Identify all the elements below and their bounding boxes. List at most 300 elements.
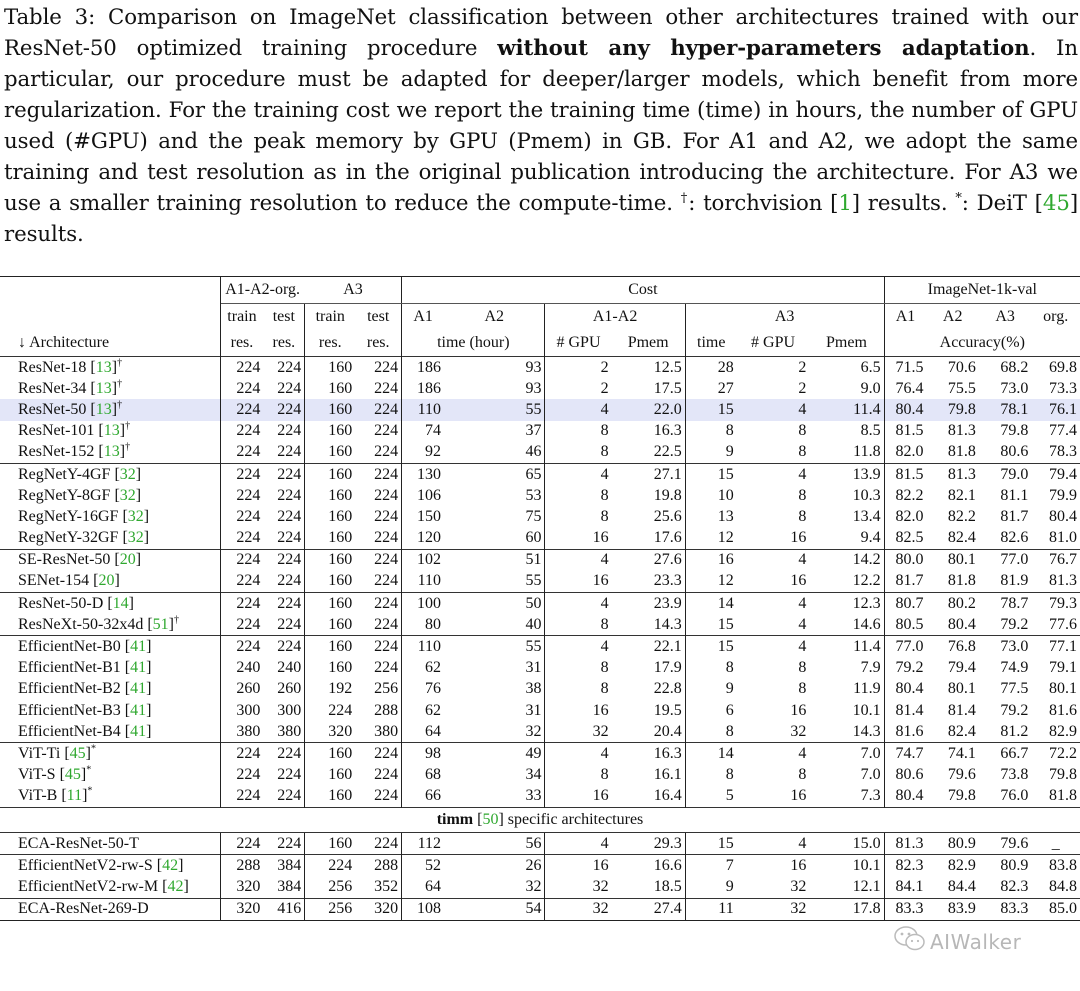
citation-link[interactable]: 13 — [95, 379, 112, 397]
watermark-text: AIWalker — [930, 930, 1022, 954]
table-cell: 160 — [328, 659, 353, 677]
table-cell: 8 — [600, 680, 609, 698]
citation-link[interactable]: 32 — [127, 529, 144, 547]
table-cell: 4 — [737, 549, 810, 571]
table-cell: 12 — [717, 529, 734, 547]
table-cell: 76.0 — [1000, 787, 1029, 805]
table-cell: 9.4 — [809, 528, 884, 550]
header-row-2 — [0, 304, 1080, 331]
table-cell: 80.6 — [895, 766, 924, 784]
table-cell: 16 — [737, 855, 810, 877]
section-title — [0, 807, 1080, 832]
table-cell: 15 — [685, 399, 736, 420]
table-cell: 77.0 — [884, 636, 926, 658]
table-cell: 160 — [328, 507, 353, 525]
table-cell: 12.5 — [612, 357, 686, 379]
table-row — [0, 786, 1080, 808]
table-cell: 82.6 — [1000, 529, 1029, 547]
table-cell: 80.9 — [947, 834, 976, 852]
table-cell: 31 — [444, 658, 545, 679]
caption-deit-end: ] results. — [4, 191, 1079, 247]
table-cell: 160 — [328, 572, 353, 590]
table-cell: 81.2 — [1000, 722, 1029, 740]
architecture-label: EfficientNet-B4 [ — [18, 722, 131, 740]
table-cell: 55 — [444, 399, 545, 420]
header-row-3 — [0, 330, 1080, 357]
table-row — [0, 636, 1080, 658]
table-cell: 224 — [355, 786, 401, 808]
table-cell: 73.0 — [1000, 379, 1029, 397]
table-cell: 78.7 — [979, 593, 1031, 615]
table-cell: 256 — [328, 877, 353, 895]
architecture-label: ViT-B [ — [18, 787, 67, 805]
table-cell: 93 — [444, 357, 545, 379]
watermark-logo — [893, 924, 927, 954]
source-mark: † — [117, 357, 123, 369]
table-cell: 8 — [600, 659, 609, 677]
header-time-hour: time (hour) — [402, 330, 545, 357]
table-cell: 384 — [263, 855, 304, 877]
table-cell: 10.3 — [809, 485, 884, 506]
architecture-label: ResNet-50 [ — [18, 400, 96, 418]
table-cell: 160 — [328, 379, 353, 397]
table-cell: _ — [1051, 834, 1060, 852]
header-imagenet: ImageNet-1k-val — [884, 277, 1080, 304]
table-cell: 14.6 — [809, 614, 884, 636]
table-cell: 224 — [355, 593, 401, 615]
citation-link[interactable]: 32 — [119, 486, 136, 504]
table-cell: 81.8 — [947, 572, 976, 590]
citation-bracket: ] — [85, 744, 91, 762]
architecture-name — [0, 765, 220, 786]
table-row — [0, 855, 1080, 877]
table-cell: 10 — [717, 486, 734, 504]
table-cell: 7 — [685, 855, 736, 877]
table-cell: 76 — [425, 680, 442, 698]
table-cell: 80.7 — [884, 593, 926, 615]
table-cell: 224 — [355, 378, 401, 399]
table-cell: 224 — [220, 399, 263, 420]
citation-link[interactable]: 41 — [130, 722, 147, 740]
table-cell: 192 — [328, 680, 353, 698]
table-cell: 224 — [220, 549, 263, 571]
citation-link[interactable]: 41 — [130, 680, 147, 698]
table-cell: 8 — [725, 659, 734, 677]
citation-link[interactable]: 14 — [112, 594, 129, 612]
table-cell: 80 — [425, 615, 442, 633]
citation-link[interactable]: 11 — [66, 787, 83, 805]
table-cell: 288 — [355, 700, 401, 721]
citation-link[interactable]: 41 — [130, 638, 147, 656]
table-cell: 83.3 — [979, 898, 1031, 920]
table-cell: 65 — [444, 463, 545, 485]
table-cell: 14 — [685, 593, 736, 615]
table-row — [0, 528, 1080, 550]
table-cell: 75 — [444, 506, 545, 527]
table-cell: 108 — [402, 898, 444, 920]
table-cell: 11.4 — [809, 399, 884, 420]
table-cell: 50 — [444, 593, 545, 615]
table-cell: 13.9 — [809, 463, 884, 485]
citation-link[interactable]: 45 — [69, 744, 86, 762]
table-cell: 224 — [355, 549, 401, 571]
table-cell: 79.4 — [947, 659, 976, 677]
table-cell: 224 — [220, 463, 263, 485]
citation-bracket: ] — [143, 507, 150, 525]
architecture-label: SENet-154 [ — [18, 572, 99, 590]
table-cell: 27.1 — [612, 463, 686, 485]
table-cell: 224 — [305, 855, 355, 877]
table-cell: 4 — [737, 743, 810, 765]
citation-bracket: ] — [119, 422, 126, 440]
table-cell: 224 — [236, 507, 261, 525]
table-cell: 224 — [355, 636, 401, 658]
table-cell: 98 — [402, 743, 444, 765]
table-cell: 224 — [355, 485, 401, 506]
architecture-name — [0, 549, 220, 571]
table-cell: 320 — [220, 898, 263, 920]
architecture-label: ResNet-50-D [ — [18, 594, 113, 612]
table-cell: 79.8 — [1049, 766, 1077, 784]
table-row — [0, 898, 1080, 920]
citation-link[interactable]: 51 — [152, 615, 169, 633]
table-cell: 224 — [263, 357, 304, 379]
architecture-name — [0, 528, 220, 550]
caption-deit: : DeiT [ — [961, 191, 1043, 216]
table-cell: 27.6 — [612, 549, 686, 571]
table-cell: 81.6 — [895, 722, 924, 740]
table-cell: 160 — [305, 743, 355, 765]
table-cell: 8 — [600, 422, 609, 440]
table-cell: 11.9 — [809, 679, 884, 700]
table-row — [0, 399, 1080, 420]
table-cell: 73.3 — [1049, 379, 1077, 397]
table-cell: 40 — [444, 614, 545, 636]
table-cell: 37 — [444, 421, 545, 442]
table-cell: 224 — [355, 506, 401, 527]
table-cell: 81.3 — [1049, 572, 1077, 590]
architecture-label: ViT-Ti [ — [18, 744, 70, 762]
architecture-label: RegNetY-4GF [ — [18, 465, 120, 483]
architecture-label: SE-ResNet-50 [ — [18, 551, 120, 569]
citation-link[interactable]: 32 — [127, 507, 144, 525]
caption-ref-link[interactable]: 45 — [1042, 191, 1070, 216]
table-cell: 82.5 — [895, 529, 924, 547]
table-cell: 9 — [725, 680, 734, 698]
architecture-name — [0, 786, 220, 808]
citation-link[interactable]: 45 — [64, 766, 81, 784]
table-cell: 14.3 — [809, 721, 884, 743]
table-cell: 102 — [402, 549, 444, 571]
table-cell: 224 — [263, 832, 304, 854]
header-train: train — [227, 308, 257, 325]
table-cell: 26 — [444, 855, 545, 877]
header-train: train — [315, 308, 345, 325]
table-cell: 16.4 — [612, 786, 686, 808]
table-cell: 54 — [444, 898, 545, 920]
table-cell: 12.1 — [809, 876, 884, 898]
citation-link[interactable]: 20 — [98, 572, 115, 590]
table-cell: 224 — [263, 786, 304, 808]
table-row — [0, 679, 1080, 700]
source-mark: * — [90, 743, 96, 755]
table-cell: 80.4 — [1049, 507, 1077, 525]
architecture-name — [0, 593, 220, 615]
architecture-label: RegNetY-16GF [ — [18, 507, 128, 525]
table-cell: 12 — [717, 572, 734, 590]
table-cell: 224 — [236, 787, 261, 805]
table-cell: 77.1 — [1031, 636, 1080, 658]
architecture-label: RegNetY-32GF [ — [18, 529, 128, 547]
table-cell: 256 — [305, 898, 355, 920]
table-cell: 9.0 — [809, 378, 884, 399]
table-cell: 320 — [328, 722, 353, 740]
table-cell: 64 — [425, 722, 442, 740]
architecture-name — [0, 636, 220, 658]
table-cell: 224 — [220, 743, 263, 765]
citation-link[interactable]: 42 — [162, 856, 179, 874]
caption-tv: : torchvision [ — [688, 191, 839, 216]
citation-bracket: ] — [146, 638, 152, 656]
header-org: org. — [1043, 308, 1069, 325]
table-cell: 120 — [417, 529, 442, 547]
table-cell: 82.0 — [895, 443, 924, 461]
table-cell: 160 — [328, 486, 353, 504]
table-cell: 288 — [355, 855, 401, 877]
table-cell: 260 — [236, 680, 261, 698]
table-cell: 16 — [592, 787, 609, 805]
architecture-name — [0, 876, 220, 898]
citation-link[interactable]: 32 — [119, 465, 136, 483]
table-cell: 11.8 — [809, 442, 884, 464]
table-cell: 81.9 — [1000, 572, 1029, 590]
citation-link[interactable]: 13 — [103, 443, 120, 461]
table-row — [0, 421, 1080, 442]
table-cell: 224 — [220, 593, 263, 615]
table-cell: 2 — [737, 357, 810, 379]
architecture-name — [0, 855, 220, 877]
table-cell: 240 — [236, 659, 261, 677]
header-row-1 — [0, 277, 1080, 304]
source-mark: † — [173, 614, 179, 626]
architecture-label: EfficientNet-B3 [ — [18, 701, 131, 719]
table-cell: 240 — [263, 658, 304, 679]
citation-link[interactable]: 20 — [119, 551, 136, 569]
citation-bracket: ] — [82, 787, 88, 805]
table-cell: 100 — [402, 593, 444, 615]
table-cell: 56 — [444, 832, 545, 854]
table-cell: 32 — [737, 898, 810, 920]
table-cell: 8 — [798, 486, 807, 504]
citation-bracket: ] — [146, 659, 152, 677]
source-mark: † — [125, 442, 131, 454]
table-cell: 16.1 — [612, 765, 686, 786]
table-cell: 224 — [263, 636, 304, 658]
header-time: time — [697, 334, 726, 351]
citation-bracket: ] — [135, 486, 142, 504]
caption-dagger: † — [680, 190, 689, 206]
table-cell: 82.1 — [947, 486, 976, 504]
table-cell: 8 — [798, 422, 807, 440]
table-cell: 12.2 — [809, 571, 884, 593]
table-cell: 416 — [263, 898, 304, 920]
table-cell: 224 — [355, 832, 401, 854]
table-cell: 80.9 — [979, 855, 1031, 877]
header-res: res. — [263, 330, 304, 357]
table-cell: 81.5 — [884, 463, 926, 485]
citation-bracket: ] — [135, 465, 142, 483]
table-cell: 380 — [236, 722, 261, 740]
citation-link[interactable]: 13 — [95, 358, 112, 376]
table-cell: 160 — [328, 615, 353, 633]
architecture-label: EfficientNet-B1 [ — [18, 659, 131, 677]
citation-bracket: ] — [146, 680, 152, 698]
source-mark: † — [117, 378, 123, 390]
table-row — [0, 700, 1080, 721]
table-cell: 224 — [355, 571, 401, 593]
table-cell: 74 — [425, 422, 442, 440]
table-cell: 7.3 — [809, 786, 884, 808]
header-pmem: Pmem — [809, 330, 884, 357]
table-cell: 16 — [685, 549, 736, 571]
table-cell: 7.9 — [809, 658, 884, 679]
header-pmem: Pmem — [612, 330, 686, 357]
table-cell: 224 — [220, 636, 263, 658]
table-cell: 2 — [600, 379, 609, 397]
architecture-label: ResNet-18 [ — [18, 358, 96, 376]
table-cell: 75.5 — [947, 379, 976, 397]
table-cell: 82.2 — [947, 507, 976, 525]
citation-bracket: ] — [80, 766, 87, 784]
citation-link[interactable]: 13 — [95, 400, 112, 418]
table-row — [0, 571, 1080, 593]
table-cell: 15 — [685, 463, 736, 485]
table-cell: 74.1 — [926, 743, 978, 765]
section-header-timm — [0, 807, 1080, 832]
table-cell: 80.6 — [1000, 443, 1029, 461]
architecture-label: ResNeXt-50-32x4d [ — [18, 615, 153, 633]
architecture-name — [0, 832, 220, 854]
table-cell: 16 — [790, 529, 807, 547]
table-cell: 15 — [717, 834, 734, 852]
table-cell: 81.4 — [947, 701, 976, 719]
table-cell: 27 — [717, 379, 734, 397]
header-accuracy: Accuracy(%) — [939, 334, 1025, 351]
table-cell: 11 — [685, 898, 736, 920]
table-caption — [4, 2, 1078, 250]
citation-link[interactable]: 13 — [103, 422, 120, 440]
table-cell: 8 — [798, 766, 807, 784]
table-cell: 60 — [444, 528, 545, 550]
table-cell: 224 — [263, 485, 304, 506]
source-mark: * — [86, 764, 92, 776]
table-cell: 4 — [545, 549, 612, 571]
table-cell: 224 — [263, 421, 304, 442]
table-cell: 76.7 — [1031, 549, 1080, 571]
table-cell: 79.9 — [1049, 486, 1077, 504]
table-row — [0, 832, 1080, 854]
header-test: test — [355, 304, 401, 331]
header-gpu: # GPU — [556, 334, 601, 351]
citation-link[interactable]: 41 — [130, 701, 147, 719]
table-cell: 160 — [328, 766, 353, 784]
table-cell: 160 — [328, 834, 353, 852]
table-cell: 160 — [305, 399, 355, 420]
table-row — [0, 765, 1080, 786]
table-cell: 81.3 — [947, 422, 976, 440]
table-cell: 14 — [685, 743, 736, 765]
architecture-name — [0, 721, 220, 743]
table-cell: 81.7 — [895, 572, 924, 590]
table-cell: 7.0 — [809, 743, 884, 765]
table-cell: 8 — [725, 766, 734, 784]
table-cell: 82.3 — [884, 855, 926, 877]
table-cell: 384 — [263, 876, 304, 898]
citation-link[interactable]: 41 — [130, 659, 147, 677]
table-cell: 4 — [737, 463, 810, 485]
table-cell: 224 — [263, 506, 304, 527]
header-a2: A2 — [444, 304, 545, 331]
header-res: res. — [318, 334, 342, 351]
table-cell: 79.6 — [1000, 834, 1029, 852]
table-cell: 79.2 — [895, 659, 924, 677]
header-acc-a3: A3 — [995, 308, 1015, 325]
table-cell: 82.9 — [926, 855, 978, 877]
table-cell: 224 — [355, 743, 401, 765]
table-cell: 76.8 — [926, 636, 978, 658]
table-cell: 27.4 — [612, 898, 686, 920]
caption-ref-link[interactable]: 1 — [838, 191, 852, 216]
table-cell: 79.8 — [1000, 422, 1029, 440]
table-cell: 8 — [798, 507, 807, 525]
table-cell: 73.8 — [1000, 766, 1029, 784]
table-cell: 224 — [220, 357, 263, 379]
citation-bracket: ] — [146, 722, 152, 740]
header-acc-a1: A1 — [895, 308, 916, 325]
table-cell: 224 — [236, 529, 261, 547]
source-mark: † — [125, 420, 131, 432]
citation-link[interactable]: 50 — [482, 810, 499, 828]
table-cell: 8 — [725, 722, 734, 740]
section-title-open: [ — [473, 810, 483, 828]
table-cell: 80.5 — [895, 615, 924, 633]
table-cell: 53 — [444, 485, 545, 506]
table-cell: 83.9 — [926, 898, 978, 920]
table-cell: 34 — [444, 765, 545, 786]
table-cell: 16 — [790, 701, 807, 719]
architecture-name — [0, 442, 220, 464]
citation-link[interactable]: 42 — [167, 877, 184, 895]
architecture-label: ViT-S [ — [18, 766, 65, 784]
table-cell: 16 — [592, 572, 609, 590]
table-cell: 224 — [355, 765, 401, 786]
table-cell: 224 — [263, 463, 304, 485]
caption-text-1: Comparison on ImageNet classification between other architectures trained with our ResNet-50 optimized training procedure — [4, 5, 1078, 61]
table-cell: 23.3 — [612, 571, 686, 593]
table-cell: 4 — [737, 399, 810, 420]
table-cell: 8.5 — [809, 421, 884, 442]
architecture-label: ResNet-101 [ — [18, 422, 104, 440]
table-cell: 11.4 — [809, 636, 884, 658]
table-cell: 9 — [725, 877, 734, 895]
table-cell: 4 — [798, 615, 807, 633]
table-cell: 106 — [417, 486, 442, 504]
header-gpu: # GPU — [751, 334, 796, 351]
table-cell: 64 — [425, 877, 442, 895]
table-cell: 4 — [545, 463, 612, 485]
citation-bracket: ] — [183, 877, 189, 895]
table-cell: 73.0 — [979, 636, 1031, 658]
